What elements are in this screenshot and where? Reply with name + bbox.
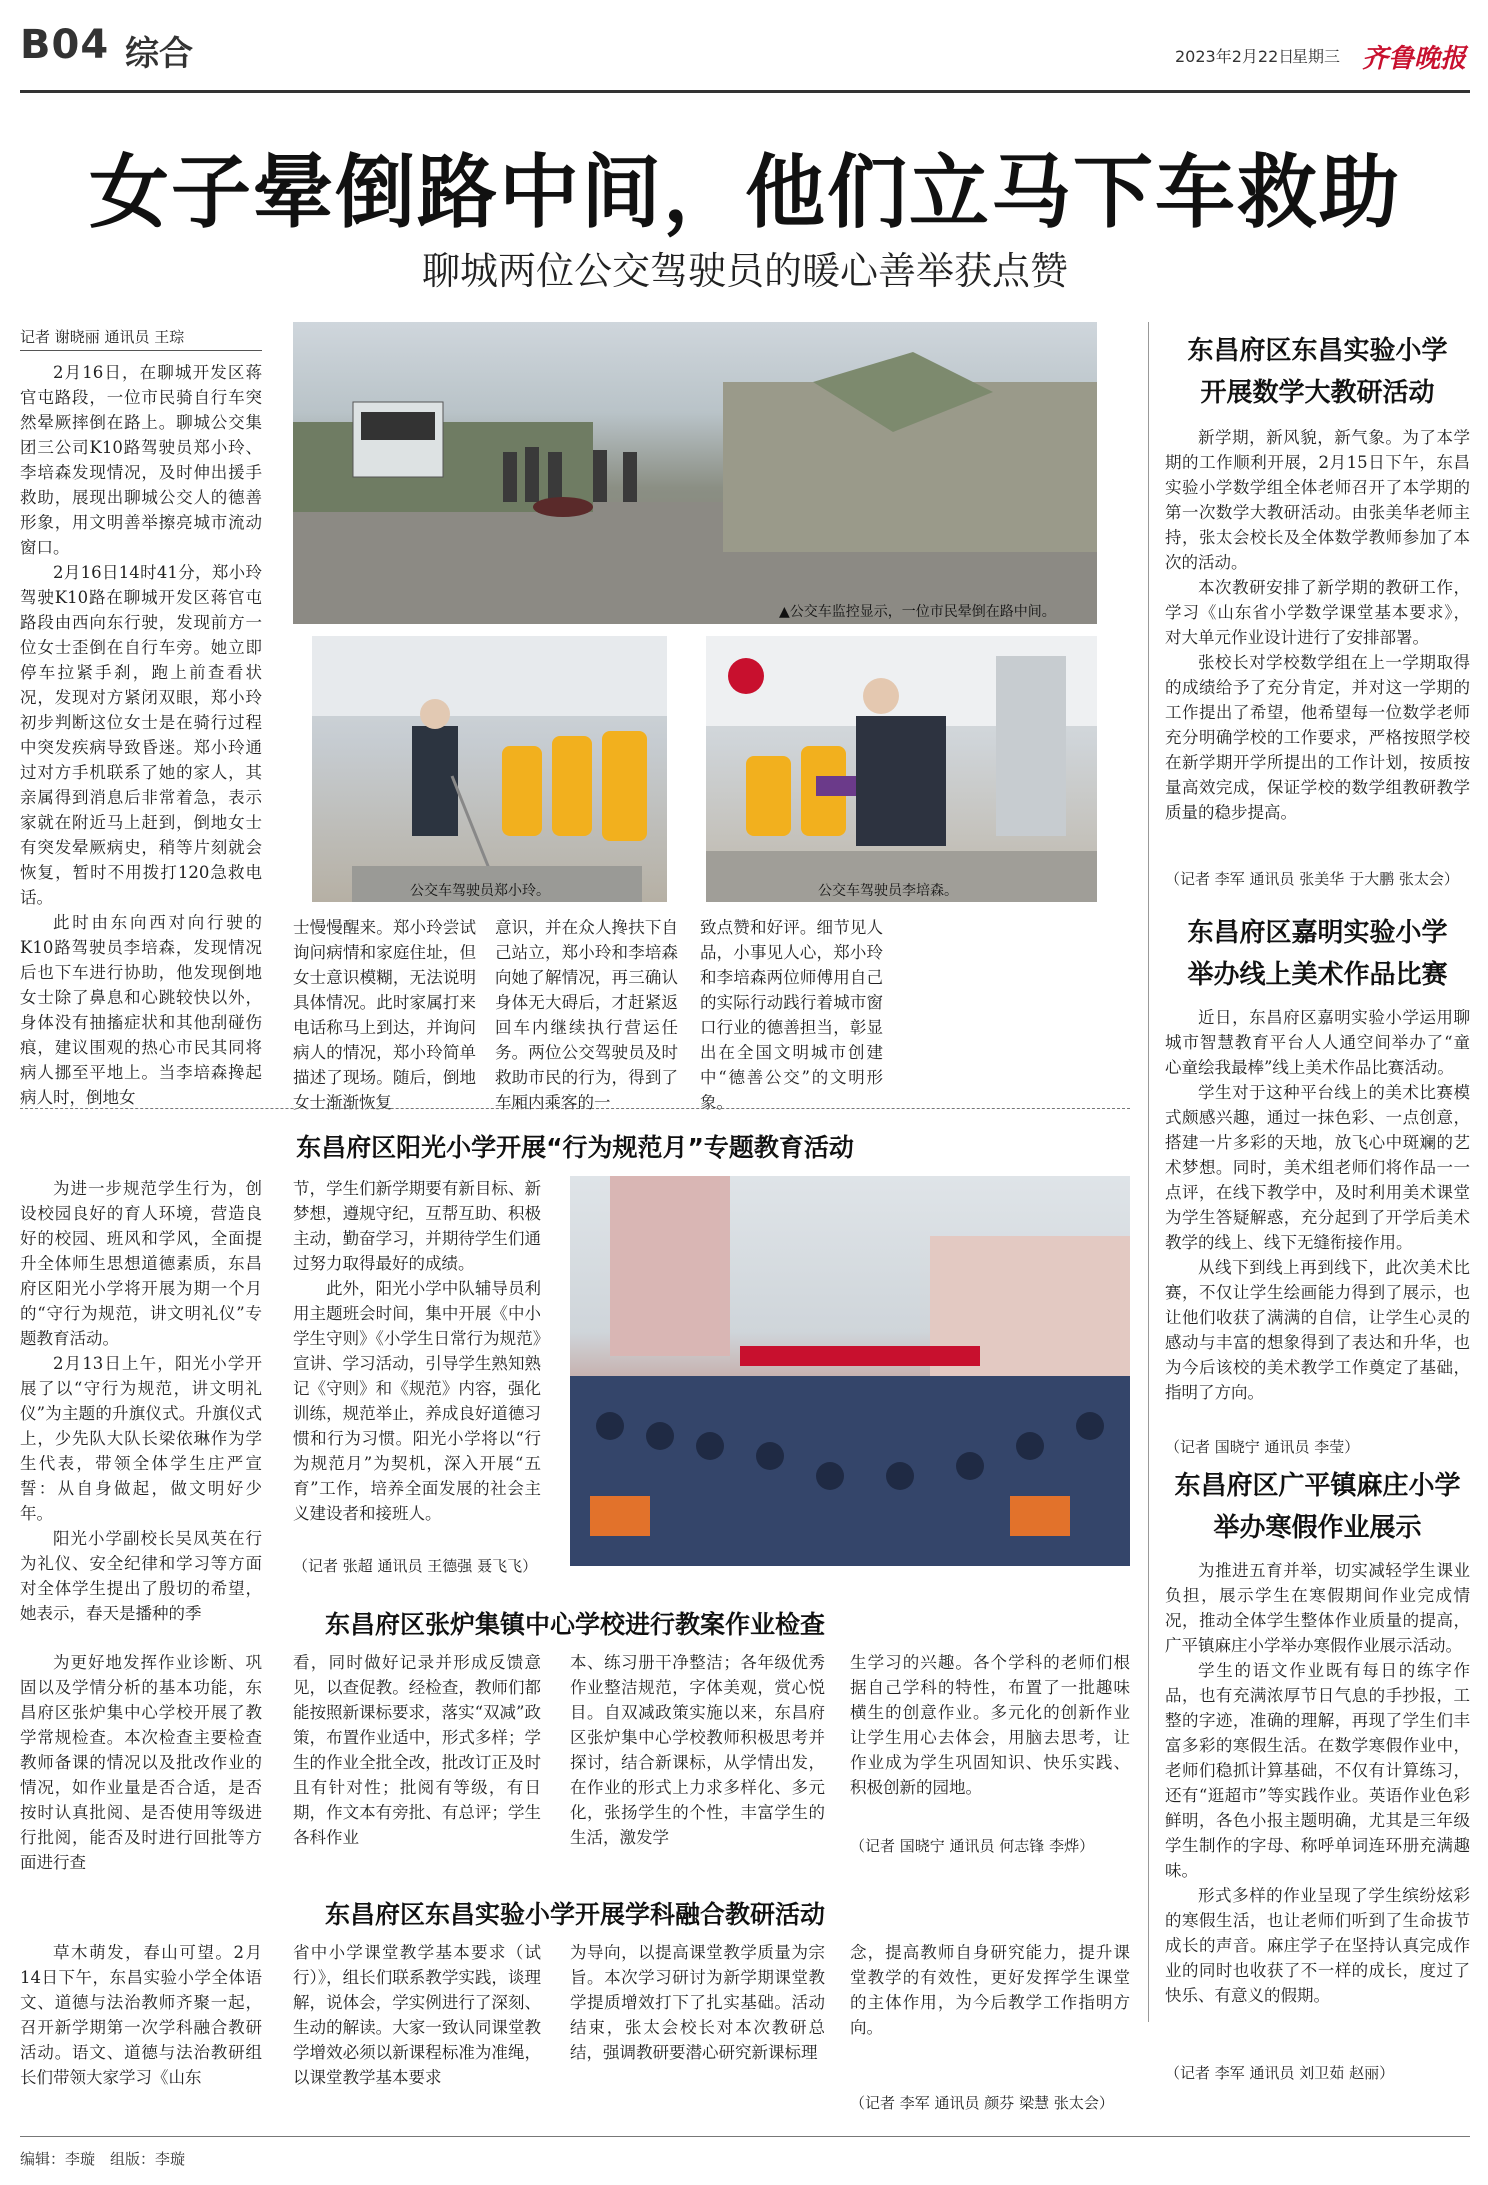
- paragraph: 本次教研安排了新学期的教研工作，学习《山东省小学数学课堂基本要求》，对大单元作业设计进行了安排部署。: [1165, 578, 1470, 647]
- article-c-col4: [850, 1650, 1130, 1840]
- paragraph: 张校长对学校数学组在上一学期取得的成绩给予了充分肯定，并对这一学期的工作提出了希望，他希望每一位数学老师充分明确学校的工作要求，严格按照学校在新学期开学所提出的工作计划，按质按量高效完成，保证学校的数学组教研教学质量的稳步提高。: [1165, 653, 1470, 822]
- main-byline: 记者 谢晓丽 通讯员 王琮: [20, 326, 262, 351]
- sidebar-3-credit: （记者 李军 通讯员 刘卫茹 赵丽）: [1165, 2064, 1395, 2082]
- header-rule: [20, 90, 1470, 93]
- main-subheadline: 聊城两位公交驾驶员的暖心善举获点赞: [421, 249, 1068, 293]
- paragraph: 2月16日14时41分，郑小玲驾驶K10路在聊城开发区蒋官屯路段由西向东行驶，发现前方一位女士歪倒在自行车旁。她立即停车拉紧手刹，跑上前查看状况，发现对方紧闭双眼，郑小玲初步判断这位女士是在骑行过程中突发疾病导致昏迷。郑小玲通过对方手机联系了她的家人，其亲属得到消息后非常着急，表示家就在附近马上赶到，倒地女士有突发晕厥病史，稍等片刻就会恢复，暂时不用拨打120急救电话。: [20, 563, 262, 907]
- paragraph: 看，同时做好记录并形成反馈意见，以查促教。经检查，教师们都能按照新课标要求，落实“双减”政策，布置作业适中，形式多样；学生的作业全批全改，批改订正及时且有针对性；批阅有等级，有日期，作文本有旁批、有总评；学生各科作业: [293, 1653, 541, 1847]
- issue-date: 2023年2月22日: [1175, 47, 1295, 66]
- paragraph: 意识，并在众人搀扶下自己站立，郑小玲和李培森向她了解情况，再三确认身体无大碍后，才赶紧返回车内继续执行营运任务。两位公交驾驶员及时救助市民的行为，得到了车厢内乘客的一: [495, 918, 678, 1112]
- paragraph: 士慢慢醒来。郑小玲尝试询问病情和家庭住址，但女士意识模糊，无法说明具体情况。此时家属打来电话称马上到达，并询问病人的情况，郑小玲简单描述了现场。随后，倒地女士渐渐恢复: [293, 918, 476, 1112]
- bus-interior-scene-left: [312, 636, 667, 902]
- paragraph: 近日，东昌府区嘉明实验小学运用聊城市智慧教育平台人人通空间举办了“童心童绘我最棒”线上美术作品比赛活动。: [1165, 1008, 1470, 1077]
- footer-layout: 组版：李璇: [110, 2150, 186, 2168]
- sidebar-1-credit: （记者 李军 通讯员 张美华 于大鹏 张太会）: [1165, 870, 1459, 888]
- paragraph: 为更好地发挥作业诊断、巩固以及学情分析的基本功能，东昌府区张炉集中心学校开展了教学常规检查。本次检查主要检查教师备课的情况以及批改作业的情况，如作业量是否合适，是否按时认真批阅、是否使用等级进行批阅，能否及时进行回批等方面进行查: [20, 1653, 262, 1872]
- paragraph: 2月13日上午，阳光小学开展了以“守行为规范，讲文明礼仪”为主题的升旗仪式。升旗仪式上，少先队大队长梁依琳作为学生代表，带领全体学生庄严宣誓：从自身做起，做文明好少年。: [20, 1354, 262, 1523]
- surveillance-photo: [293, 322, 1097, 624]
- footer-rule: [20, 2136, 1470, 2137]
- photo-right-caption: 公交车驾驶员李培森。: [818, 883, 958, 899]
- sidebar-3-title-line1: 东昌府区广平镇麻庄小学: [1174, 1471, 1461, 1501]
- paragraph: 学生对于这种平台线上的美术比赛模式颇感兴趣，通过一抹色彩、一点创意，搭建一片多彩的天地，放飞心中斑斓的艺术梦想。同时，美术组老师们将作品一一点评，在线下教学中，及时利用美术课堂为学生答疑解惑，充分起到了开学后美术教学的线上、线下无缝衔接作用。: [1165, 1083, 1470, 1252]
- sidebar-2-credit: （记者 国晓宁 通讯员 李莹）: [1165, 1438, 1360, 1456]
- article-c-col3: [570, 1650, 825, 1880]
- driver-li-photo: [706, 636, 1097, 902]
- sidebar-divider: [1148, 322, 1149, 2022]
- sidebar-3-body: [1165, 1558, 1470, 2058]
- paragraph: 节，学生们新学期要有新目标、新梦想，遵规守纪，互帮互助、积极主动，勤奋学习，并期待学生们通过努力取得最好的成绩。: [293, 1179, 541, 1273]
- sidebar-2-body: [1165, 1005, 1470, 1435]
- paragraph: 本、练习册干净整洁；各年级优秀作业整洁规范，字体美观，赏心悦目。自双减政策实施以来，东昌府区张炉集中心学校教师积极思考并探讨，结合新课标，从学情出发，在作业的形式上力求多样化、多元化，张扬学生的个性，丰富学生的生活，激发学: [570, 1653, 825, 1847]
- sidebar-2-title-line1: 东昌府区嘉明实验小学: [1187, 918, 1448, 948]
- page-number: B04: [20, 22, 110, 68]
- article-d-col3: [570, 1940, 825, 2140]
- article-d-col1: [20, 1940, 262, 2140]
- photo-top-caption: ▲公交车监控显示，一位市民晕倒在路中间。: [779, 604, 1056, 620]
- paragraph: 形式多样的作业呈现了学生缤纷炫彩的寒假生活，也让老师们听到了生命拔节成长的声音。麻庄学子在坚持认真完成作业的同时也收获了不一样的成长，度过了快乐、有意义的假期。: [1165, 1886, 1470, 2005]
- article-d-col2: [293, 1940, 541, 2140]
- article-c-credit: （记者 国晓宁 通讯员 何志锋 李烨）: [850, 1837, 1095, 1855]
- paragraph: 为导向，以提高课堂教学质量为宗旨。本次学习研讨为新学期课堂教学提质增效打下了扎实基础。活动结束，张太会校长对本次教研总结，强调教研要潜心研究新课标理: [570, 1943, 825, 2062]
- main-headline: 女子晕倒路中间，他们立马下车救助: [89, 146, 1401, 239]
- newspaper-logo: 齐鲁晚报: [1362, 44, 1467, 74]
- article-b-col1: [20, 1176, 262, 1623]
- article-d-credit: （记者 李军 通讯员 颜芬 梁慧 张太会）: [850, 2094, 1114, 2112]
- surveillance-scene: [293, 322, 1097, 624]
- paragraph: 从线下到线上再到线下，此次美术比赛，不仅让学生绘画能力得到了展示，也让他们收获了满满的自信，让学生心灵的感动与丰富的想象得到了表达和升华，也为今后该校的美术教学工作奠定了基础，指明了方向。: [1165, 1258, 1470, 1402]
- article-b-col2: [293, 1176, 541, 1586]
- paragraph: 致点赞和好评。细节见人品，小事见人心，郑小玲和李培森两位师傅用自己的实际行动践行着城市窗口行业的德善担当，彰显出在全国文明城市创建中“德善公交”的文明形象。: [700, 918, 883, 1112]
- sidebar-1-title-line1: 东昌府区东昌实验小学: [1187, 336, 1448, 366]
- paragraph: 省中小学课堂教学基本要求（试行）》，组长们联系教学实践，谈理解，说体会，学实例进行了深刻、生动的解读。大家一致认同课堂教学增效必须以新课程标准为准绳，以课堂教学基本要求: [293, 1943, 541, 2087]
- paragraph: 新学期，新风貌，新气象。为了本学期的工作顺利开展，2月15日下午，东昌实验小学数学组全体老师召开了本学期的第一次数学大教研活动。由张美华老师主持，张太会校长及全体数学教师参加了本次的活动。: [1165, 428, 1470, 572]
- photo-left-caption: 公交车驾驶员郑小玲。: [410, 883, 550, 899]
- article-b-title: 东昌府区阳光小学开展“行为规范月”专题教育活动: [296, 1133, 854, 1162]
- ceremony-photo: [570, 1176, 1130, 1566]
- footer-editor: 编辑：李璇: [20, 2150, 96, 2168]
- sidebar-1-body: [1165, 425, 1470, 865]
- sidebar-1-title-line2: 开展数学大教研活动: [1200, 378, 1435, 408]
- paragraph: 学生的语文作业既有每日的练字作品，也有充满浓厚节日气息的手抄报，工整的字迹，准确的理解，再现了学生们丰富多彩的寒假生活。在数学寒假作业中，老师们稳抓计算基础，不仅有计算练习，还有“逛超市”等实践作业。英语作业色彩鲜明，各色小报主题明确，尤其是三年级学生制作的字母、称呼单词连环册充满趣味。: [1165, 1661, 1470, 1880]
- article-c-col1: [20, 1650, 262, 1880]
- article-c-title: 东昌府区张炉集镇中心学校进行教案作业检查: [324, 1610, 825, 1639]
- paragraph: 2月16日，在聊城开发区蒋官屯路段，一位市民骑自行车突然晕厥摔倒在路上。聊城公交集团三公司K10路驾驶员郑小玲、李培森发现情况，及时伸出援手救助，展现出聊城公交人的德善形象，用文明善举擦亮城市流动窗口。: [20, 363, 262, 557]
- sidebar-2-title: [1165, 912, 1470, 996]
- sidebar-3-title: [1165, 1465, 1470, 1549]
- paragraph: 念，提高教师自身研究能力，提升课堂教学的有效性，更好发挥学生课堂的主体作用，为今后教学工作指明方向。: [850, 1943, 1130, 2037]
- issue-weekday: 星期三: [1292, 47, 1341, 66]
- article-d-col4: [850, 1940, 1130, 2090]
- section-name: 综合: [125, 34, 193, 74]
- ceremony-scene: [570, 1176, 1130, 1566]
- article-b-credit: （记者 张超 通讯员 王德强 聂飞飞）: [293, 1557, 538, 1575]
- sidebar-2-title-line2: 举办线上美术作品比赛: [1187, 960, 1448, 990]
- paragraph: 为推进五育并举，切实减轻学生课业负担，展示学生在寒假期间作业完成情况，推动全体学生整体作业质量的提高，广平镇麻庄小学举办寒假作业展示活动。: [1165, 1561, 1470, 1655]
- bus-interior-scene-right: [706, 636, 1097, 902]
- driver-zheng-photo: [312, 636, 667, 902]
- sidebar-1-title: [1165, 330, 1470, 414]
- article-c-col2: [293, 1650, 541, 1880]
- paragraph: 阳光小学副校长吴凤英在行为礼仪、安全纪律和学习等方面对全体学生提出了殷切的希望，她表示，春天是播种的季: [20, 1529, 262, 1623]
- sidebar-3-title-line2: 举办寒假作业展示: [1213, 1513, 1422, 1543]
- paragraph: 此外，阳光小学中队辅导员利用主题班会时间，集中开展《中小学生守则》《小学生日常行为规范》宣讲、学习活动，引导学生熟知熟记《守则》和《规范》内容，强化训练，规范举止，养成良好道德习惯和行为习惯。阳光小学将以“行为规范月”为契机，深入开展“五育”工作，培养全面发展的社会主义建设者和接班人。: [293, 1279, 541, 1523]
- article-d-title: 东昌府区东昌实验小学开展学科融合教研活动: [324, 1900, 825, 1929]
- paragraph: 草木萌发，春山可望。2月14日下午，东昌实验小学全体语文、道德与法治教师齐聚一起，召开新学期第一次学科融合教研活动。语文、道德与法治教研组长们带领大家学习《山东: [20, 1943, 262, 2087]
- paragraph: 生学习的兴趣。各个学科的老师们根据自己学科的特性，布置了一批趣味横生的创意作业。多元化的创新作业让学生用心去体会，用脑去思考，让作业成为学生巩固知识、快乐实践、积极创新的园地。: [850, 1653, 1130, 1797]
- paragraph: 为进一步规范学生行为，创设校园良好的育人环境，营造良好的校园、班风和学风，全面提升全体师生思想道德素质，东昌府区阳光小学将开展为期一个月的“守行为规范，讲文明礼仪”专题教育活动。: [20, 1179, 262, 1348]
- section-divider: [20, 1108, 1130, 1109]
- paragraph: 此时由东向西对向行驶的K10路驾驶员李培森，发现情况后也下车进行协助，他发现倒地女士除了鼻息和心跳较快以外，身体没有抽搐症状和其他刮碰伤痕，建议围观的热心市民其同将病人挪至平地上。当李培森搀起病人时，倒地女: [20, 913, 262, 1107]
